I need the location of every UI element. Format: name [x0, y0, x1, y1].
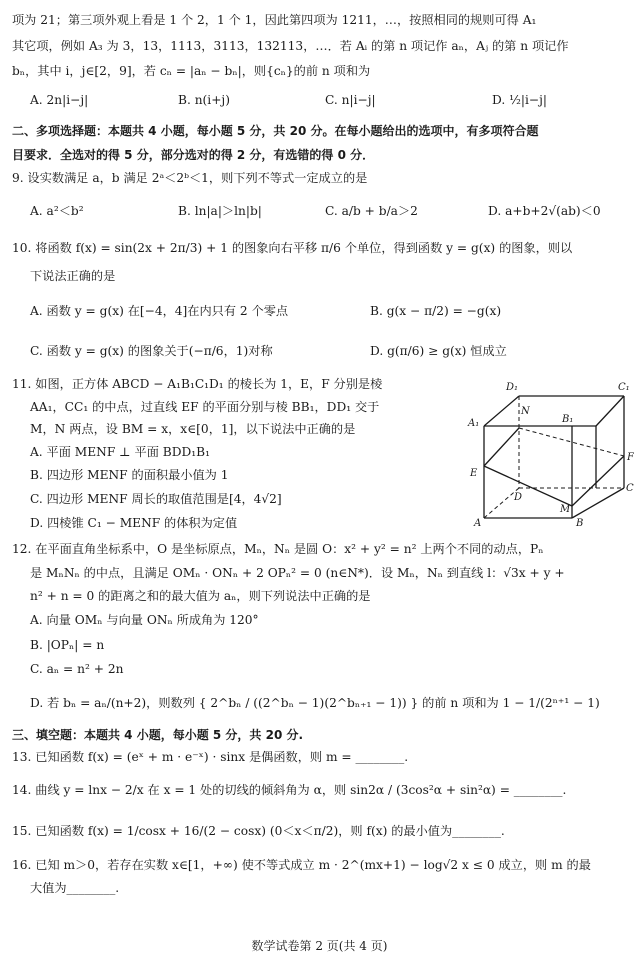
q9-option-c[interactable]: C. a/b + b/a＞2	[325, 204, 418, 218]
q11-option-a[interactable]: A. 平面 MENF ⊥ 平面 BDD₁B₁	[30, 445, 210, 459]
q8-stem-line-1: 项为 21；第三项外观上看是 1 个 2，1 个 1，因此第四项为 1211，…，按照相同的规则可得 A₁	[12, 13, 537, 27]
q10-option-c[interactable]: C. 函数 y = g(x) 的图象关于(−π/6，1)对称	[30, 344, 273, 358]
q11-stem-line-2: AA₁，CC₁ 的中点，过直线 EF 的平面分别与棱 BB₁，DD₁ 交于	[30, 400, 380, 414]
q8-stem-line-3: bₙ，其中 i，j∈[2，9]，若 cₙ = |aₙ − bₙ|，则{cₙ}的前 n 项和为	[12, 64, 371, 78]
edge-em	[484, 466, 572, 506]
edge-mf	[572, 456, 624, 506]
edge-bc	[572, 488, 624, 518]
label-d1: D₁	[506, 382, 519, 393]
label-b: B	[576, 518, 584, 528]
q11-stem-line-3: M，N 两点，设 BM = x，x∈[0，1]，以下说法中正确的是	[30, 422, 356, 436]
section-2-heading-cont: 目要求．全选对的得 5 分，部分选对的得 2 分，有选错的得 0 分．	[12, 148, 375, 162]
label-m: M	[560, 504, 571, 515]
q16-stem-line-2: 大值为________.	[30, 881, 120, 895]
q14-stem: 14. 曲线 y = lnx − 2/x 在 x = 1 处的切线的倾斜角为 α，则 sin2α / (3cos²α + sin²α) = ________.	[12, 783, 567, 797]
q10-stem-line-2: 下说法正确的是	[30, 269, 116, 283]
page-footer: 数学试卷第 2 页(共 4 页)	[251, 939, 388, 953]
q13-stem: 13. 已知函数 f(x) = (eˣ + m · e⁻ˣ) · sinx 是偶函数，则 m = ________.	[12, 750, 409, 764]
q11-stem-line-1: 11. 如图，正方体 ABCD − A₁B₁C₁D₁ 的棱长为 1，E，F 分别是棱	[12, 377, 383, 391]
q8-option-d[interactable]: D. ½|i−j|	[492, 93, 547, 107]
q11-option-b[interactable]: B. 四边形 MENF 的面积最小值为 1	[30, 468, 229, 482]
cube-figure	[464, 378, 634, 528]
q16-stem-line-1: 16. 已知 m＞0，若存在实数 x∈[1，+∞) 使不等式成立 m · 2^(mx+1) − log√2 x ≤ 0 成立，则 m 的最	[12, 858, 591, 872]
q12-stem-line-2: 是 MₙNₙ 的中点，且满足 OMₙ · ONₙ + 2 OPₙ² = 0 (n∈N*)．设 Mₙ，Nₙ 到直线 l：√3x + y +	[30, 566, 565, 580]
q8-option-b[interactable]: B. n(i+j)	[178, 93, 230, 107]
section-3-heading: 三、填空题：本题共 4 小题，每小题 5 分，共 20 分.	[12, 728, 304, 742]
label-c1: C₁	[618, 382, 630, 393]
label-d: D	[514, 492, 523, 503]
q11-option-c[interactable]: C. 四边形 MENF 周长的取值范围是[4，4√2]	[30, 492, 282, 506]
q10-option-d[interactable]: D. g(π/6) ≥ g(x) 恒成立	[370, 344, 507, 358]
edge-en	[484, 428, 519, 466]
q12-option-c[interactable]: C. aₙ = n² + 2n	[30, 662, 124, 676]
q12-stem-line-1: 12. 在平面直角坐标系中，O 是坐标原点，Mₙ，Nₙ 是圆 O：x² + y² = n² 上两个不同的动点，Pₙ	[12, 542, 544, 556]
q15-stem: 15. 已知函数 f(x) = 1/cosx + 16/(2 − cosx) (0＜x＜π/2)，则 f(x) 的最小值为________.	[12, 824, 505, 838]
label-n: N	[521, 406, 530, 417]
section-2-heading: 二、多项选择题：本题共 4 小题，每小题 5 分，共 20 分。在每小题给出的选项中，有多项符合题	[12, 124, 539, 138]
label-f: F	[627, 452, 634, 463]
label-b1: B₁	[562, 414, 574, 425]
q9-option-d[interactable]: D. a+b+2√(ab)＜0	[488, 204, 601, 218]
q10-option-b[interactable]: B. g(x − π/2) = −g(x)	[370, 304, 502, 318]
q12-option-a[interactable]: A. 向量 OMₙ 与向量 ONₙ 所成角为 120°	[30, 613, 259, 627]
edge-b1c1	[596, 396, 624, 426]
q9-option-b[interactable]: B. ln|a|＞ln|b|	[178, 204, 262, 218]
edge-a1d1	[484, 396, 519, 426]
q11-option-d[interactable]: D. 四棱锥 C₁ − MENF 的体积为定值	[30, 516, 238, 530]
q10-option-a[interactable]: A. 函数 y = g(x) 在[−4，4]在内只有 2 个零点	[30, 304, 289, 318]
q9-stem: 9. 设实数满足 a，b 满足 2ᵃ＜2ᵇ＜1，则下列不等式一定成立的是	[12, 171, 368, 185]
q12-stem-line-3: n² + n = 0 的距离之和的最大值为 aₙ，则下列说法中正确的是	[30, 589, 371, 603]
q12-option-b[interactable]: B. |OPₙ| = n	[30, 638, 105, 652]
q10-stem-line-1: 10. 将函数 f(x) = sin(2x + 2π/3) + 1 的图象向右平移 π/6 个单位，得到函数 y = g(x) 的图象，则以	[12, 241, 573, 255]
label-c: C	[626, 483, 634, 494]
q9-option-a[interactable]: A. a²＜b²	[30, 204, 84, 218]
q8-option-a[interactable]: A. 2n|i−j|	[30, 93, 89, 107]
q12-option-d[interactable]: D. 若 bₙ = aₙ/(n+2)，则数列 { 2^bₙ / ((2^bₙ − 1)(2^bₙ₊₁ − 1)) } 的前 n 项和为 1 − 1/(2ⁿ⁺¹ − 1)	[30, 696, 600, 710]
q8-stem-line-2: 其它项，例如 A₃ 为 3，13，1113，3113，132113，…．若 Aᵢ 的第 n 项记作 aₙ，Aⱼ 的第 n 项记作	[12, 39, 569, 53]
label-a: A	[474, 518, 482, 528]
label-a1: A₁	[468, 418, 480, 429]
label-e: E	[470, 468, 478, 479]
q8-option-c[interactable]: C. n|i−j|	[325, 93, 376, 107]
